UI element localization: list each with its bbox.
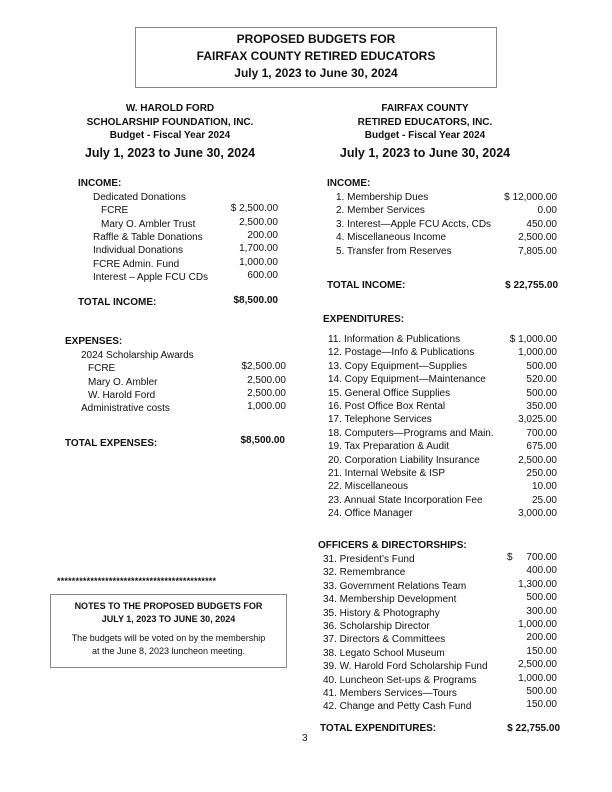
right-header-line: RETIRED EDUCATORS, INC. <box>357 116 493 128</box>
right-income-line-value: 0.00 <box>537 205 557 217</box>
right-income-line-value: 7,805.00 <box>518 245 557 257</box>
left-expense-line-label: Mary O. Ambler <box>88 376 158 388</box>
left-income-line-value: 200.00 <box>247 229 278 241</box>
right-period: July 1, 2023 to June 30, 2024 <box>339 146 511 161</box>
left-expense-line-value: $2,500.00 <box>241 361 286 373</box>
left-expenses-heading: EXPENSES: <box>65 336 123 347</box>
left-header-line: SCHOLARSHIP FOUNDATION, INC. <box>86 116 254 128</box>
right-officer-line-value: 200.00 <box>526 632 557 644</box>
left-column-header <box>40 102 300 162</box>
right-income-line-value: 450.00 <box>526 218 557 230</box>
title-box <box>135 27 497 88</box>
right-income-line-value: 2,500.00 <box>518 232 557 244</box>
right-income-line-label: 2. Member Services <box>336 205 425 217</box>
notes-heading-2: JULY 1, 2023 TO JUNE 30, 2024 <box>101 614 236 624</box>
left-total-expenses-value: $8,500.00 <box>240 435 285 446</box>
right-expenditure-line-label: 16. Post Office Box Rental <box>328 401 446 412</box>
left-income-line-label: Mary O. Ambler Trust <box>101 218 196 230</box>
notes-body-1: The budgets will be voted on by the membership <box>71 633 266 643</box>
left-expense-line-value: 2,500.00 <box>247 374 286 386</box>
right-expenditure-line-label: 17. Telephone Services <box>328 414 432 426</box>
title-line-1: PROPOSED BUDGETS FOR <box>236 32 396 46</box>
left-expense-line-value: 1,000.00 <box>247 401 286 413</box>
left-total-income-value: $8,500.00 <box>233 295 278 306</box>
right-expenditure-line-value: 350.00 <box>526 401 557 412</box>
title-line-3: July 1, 2023 to June 30, 2024 <box>234 66 398 80</box>
right-expenditure-line-value: 700.00 <box>526 427 557 439</box>
right-officer-line-label: 31. President’s Fund <box>323 554 415 565</box>
right-expenditure-line-label: 23. Annual State Incorporation Fee <box>328 494 483 506</box>
right-officer-line-value: 150.00 <box>526 645 557 657</box>
right-total-income-value: $ 22,755.00 <box>505 280 558 291</box>
left-income-line-value: 1,000.00 <box>239 256 278 268</box>
right-expenditure-line-label: 22. Miscellaneous <box>328 481 409 493</box>
right-expenditure-line-label: 19. Tax Preparation & Audit <box>328 441 450 453</box>
right-income-line-label: 3. Interest—Apple FCU Accts, CDs <box>336 218 492 230</box>
right-expenditures-heading: EXPENDITURES: <box>323 314 405 325</box>
left-income-line-label: FCRE Admin. Fund <box>93 258 180 270</box>
left-income-line-value: 2,500.00 <box>239 216 278 228</box>
right-expenditure-line-value: 2,500.00 <box>518 454 557 466</box>
notes-body-2: at the June 8, 2023 luncheon meeting. <box>91 646 246 656</box>
right-officer-line-label: 42. Change and Petty Cash Fund <box>323 701 472 713</box>
left-expense-line-label: Administrative costs <box>81 403 170 415</box>
right-expenditure-line-label: 11. Information & Publications <box>328 334 461 345</box>
page-number: 3 <box>302 733 308 744</box>
left-income-line-label: Raffle & Table Donations <box>93 231 203 243</box>
right-officer-line-label: 33. Government Relations Team <box>323 580 467 592</box>
right-officer-line-label: 37. Directors & Committees <box>323 634 446 646</box>
right-expenditure-line-label: 24. Office Manager <box>328 508 413 520</box>
left-total-income-label: TOTAL INCOME: <box>78 297 157 308</box>
left-income-line-label: Individual Donations <box>93 245 184 257</box>
right-expenditure-line-value: 500.00 <box>526 360 557 372</box>
left-income-line-label: Dedicated Donations <box>93 192 186 203</box>
right-expenditure-line-value: 3,000.00 <box>518 508 557 520</box>
title-line-2: FAIRFAX COUNTY RETIRED EDUCATORS <box>196 49 436 63</box>
left-header-line: W. HAROLD FORD <box>125 103 215 114</box>
right-expenditure-line-label: 13. Copy Equipment—Supplies <box>328 360 467 372</box>
left-income-line-value: 600.00 <box>247 269 278 281</box>
left-income-line-label: FCRE <box>101 205 129 217</box>
right-officer-line-value: 1,000.00 <box>518 672 557 684</box>
right-total-expenditures-value: $ 22,755.00 <box>507 723 560 734</box>
right-officer-line-label: 39. W. Harold Ford Scholarship Fund <box>323 661 488 673</box>
right-expenditure-line-value: 25.00 <box>531 494 557 506</box>
right-income-line-label: 1. Membership Dues <box>336 192 429 203</box>
right-header-line: FAIRFAX COUNTY <box>381 103 469 114</box>
right-expenditure-line-label: 21. Internal Website & ISP <box>328 468 446 479</box>
right-officer-line-value: 2,500.00 <box>518 659 557 671</box>
notes-box <box>50 594 287 668</box>
left-income-line-value: 1,700.00 <box>239 243 278 255</box>
right-expenditure-line-value: 1,000.00 <box>518 347 557 359</box>
right-header-line: Budget - Fiscal Year 2024 <box>364 130 486 142</box>
right-officer-line-value: 150.00 <box>526 699 557 711</box>
right-expenditure-line-label: 15. General Office Supplies <box>328 387 451 399</box>
notes-heading-1: NOTES TO THE PROPOSED BUDGETS FOR <box>74 601 263 611</box>
right-income-line-label: 4. Miscellaneous Income <box>336 232 447 244</box>
right-officer-line-label: 35. History & Photography <box>323 607 440 619</box>
right-expenditure-line-value: 10.00 <box>531 481 557 493</box>
right-officer-line-value: 500.00 <box>526 592 557 604</box>
right-expenditure-line-label: 14. Copy Equipment—Maintenance <box>328 374 486 386</box>
right-officer-line-value: $ 700.00 <box>506 552 557 563</box>
right-officer-line-label: 41. Members Services—Tours <box>323 688 457 699</box>
left-period: July 1, 2023 to June 30, 2024 <box>84 146 256 161</box>
right-expenditure-line-label: 18. Computers—Programs and Main. <box>328 427 494 439</box>
right-expenditure-line-label: 12. Postage—Info & Publications <box>328 347 475 359</box>
left-income-line-label: Interest – Apple FCU CDs <box>93 271 209 283</box>
stars-divider: ******************************************* <box>57 576 217 586</box>
right-total-income-label: TOTAL INCOME: <box>327 280 406 291</box>
left-total-expenses-label: TOTAL EXPENSES: <box>65 438 158 449</box>
right-officer-line-value: 400.00 <box>526 565 557 577</box>
right-income-heading: INCOME: <box>327 178 371 189</box>
left-header-line: Budget - Fiscal Year 2024 <box>109 130 231 142</box>
right-expenditure-line-value: 3,025.00 <box>518 414 557 426</box>
right-officers-heading: OFFICERS & DIRECTORSHIPS: <box>318 540 467 551</box>
right-expenditure-line-value: $ 1,000.00 <box>509 334 557 345</box>
right-expenditure-line-value: 500.00 <box>526 387 557 399</box>
right-officer-line-value: 300.00 <box>526 605 557 617</box>
right-officer-line-label: 36. Scholarship Director <box>323 621 430 632</box>
right-expenditure-line-value: 520.00 <box>526 374 557 386</box>
left-income-line-value: $ 2,500.00 <box>230 203 278 215</box>
right-column-header <box>295 102 555 162</box>
left-expense-line-label: 2024 Scholarship Awards <box>81 350 194 361</box>
left-expense-line-label: FCRE <box>88 363 116 375</box>
right-officer-line-label: 38. Legato School Museum <box>323 647 445 659</box>
left-expense-line-value: 2,500.00 <box>247 387 286 399</box>
right-officer-line-value: 1,000.00 <box>518 619 557 630</box>
right-expenditure-line-label: 20. Corporation Liability Insurance <box>328 454 480 466</box>
right-officer-line-label: 34. Membership Development <box>323 594 457 606</box>
right-total-expenditures-label: TOTAL EXPENDITURES: <box>320 723 437 734</box>
right-income-line-label: 5. Transfer from Reserves <box>336 245 452 257</box>
left-expense-line-label: W. Harold Ford <box>88 389 156 401</box>
right-officer-line-label: 32. Remembrance <box>323 567 406 579</box>
right-officer-line-label: 40. Luncheon Set-ups & Programs <box>323 674 477 686</box>
right-income-line-value: $ 12,000.00 <box>504 192 557 203</box>
left-income-heading: INCOME: <box>78 178 122 189</box>
right-officer-line-value: 500.00 <box>526 686 557 697</box>
right-expenditure-line-value: 250.00 <box>526 468 557 479</box>
right-expenditure-line-value: 675.00 <box>526 441 557 453</box>
right-officer-line-value: 1,300.00 <box>518 578 557 590</box>
